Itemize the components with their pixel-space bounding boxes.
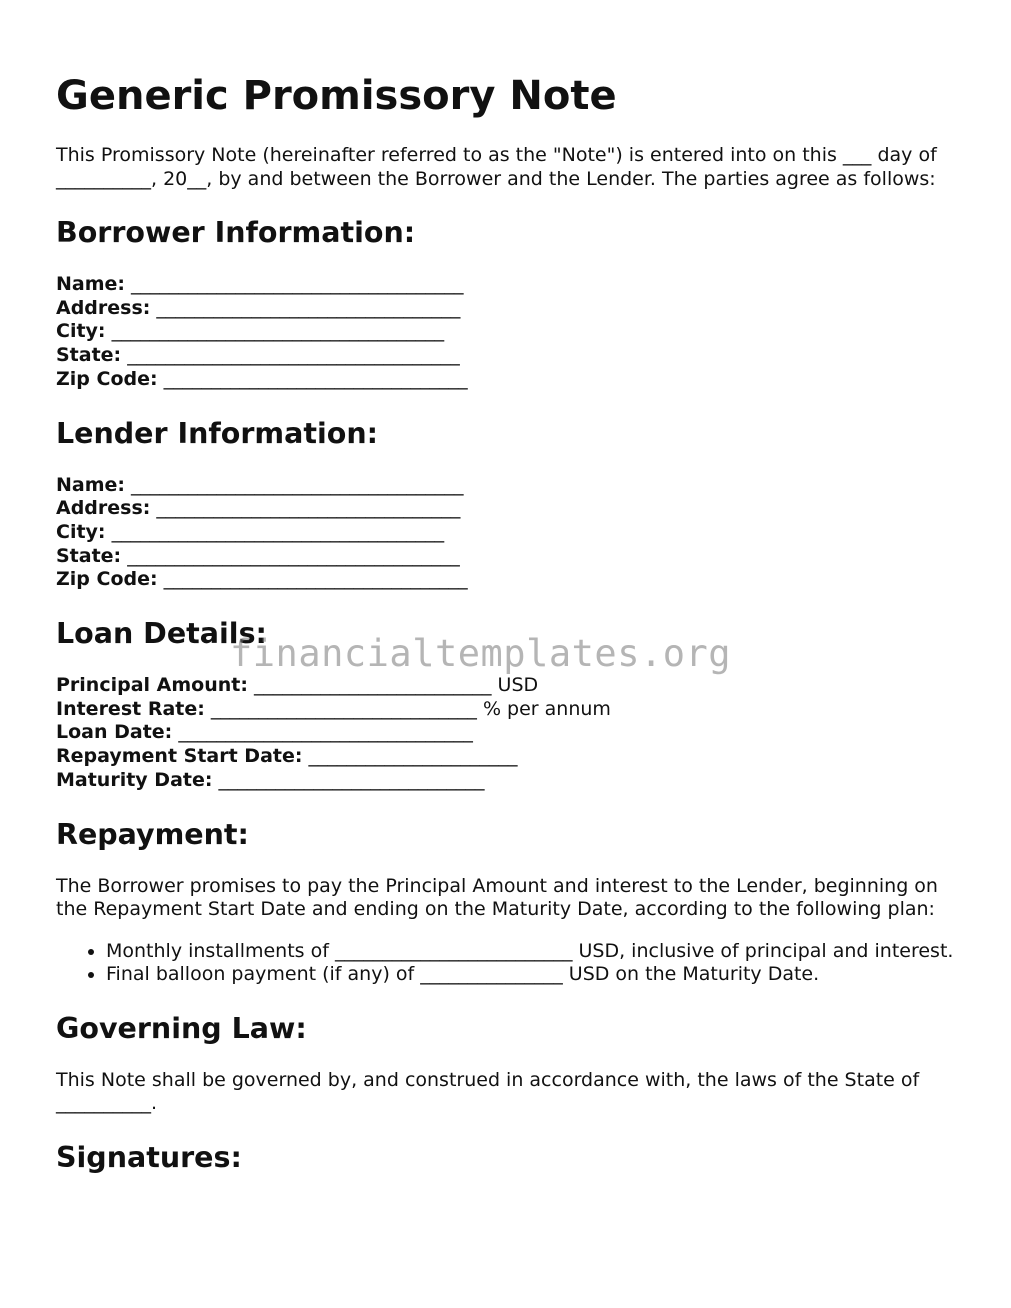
loan-fields xyxy=(56,674,961,793)
field-blank: ________________________________ xyxy=(157,367,468,390)
lender-address-field xyxy=(56,497,961,521)
field-label: Repayment Start Date: xyxy=(56,745,303,768)
borrower-address-field xyxy=(56,297,961,321)
field-blank: ______________________ xyxy=(302,745,518,768)
loan-details-heading: Loan Details: xyxy=(56,617,267,651)
repayment-plan-list xyxy=(56,940,961,987)
interest-rate-field xyxy=(56,698,961,722)
field-blank: _______________________________ xyxy=(172,721,473,744)
loan-date-field xyxy=(56,721,961,745)
intro-paragraph: This Promissory Note (hereinafter referred to as the "Note") is entered into on this ___ day of __________, 20__, by and between the Borrower and the Lender. The parties agree as follows: xyxy=(56,144,937,190)
signatures-heading: Signatures: xyxy=(56,1140,242,1174)
list-item: • Monthly installments of _________________________ USD, inclusive of principal and interest. xyxy=(106,940,961,964)
field-label: Address: xyxy=(56,497,151,520)
principal-amount-field xyxy=(56,674,961,698)
field-label: Interest Rate: xyxy=(56,697,205,720)
field-label: Zip Code: xyxy=(56,568,158,591)
field-label: Name: xyxy=(56,473,126,496)
field-blank: ___________________________________ xyxy=(125,473,464,496)
borrower-heading: Borrower Information: xyxy=(56,216,416,249)
field-blank: ___________________________________ xyxy=(105,520,445,543)
field-blank: ____________________________ % per annum xyxy=(204,697,611,720)
lender-heading: Lender Information: xyxy=(56,416,379,450)
lender-name-field xyxy=(56,474,961,498)
maturity-date-field xyxy=(56,769,961,793)
governing-law-paragraph: This Note shall be governed by, and construed in accordance with, the laws of the State of __________. xyxy=(56,1068,920,1115)
document xyxy=(56,70,961,1176)
lender-zip-field xyxy=(56,568,961,592)
repayment-paragraph: The Borrower promises to pay the Principal Amount and interest to the Lender, beginning on the Repayment Start Date and ending on the Maturity Date, according to the following plan: xyxy=(56,874,938,921)
field-label: State: xyxy=(56,344,122,367)
field-label: Maturity Date: xyxy=(56,768,213,791)
field-blank: ___________________________________ xyxy=(105,320,445,343)
borrower-fields xyxy=(56,273,961,392)
field-label: State: xyxy=(56,544,122,567)
field-label: Loan Date: xyxy=(56,721,173,744)
watermark-text: financialtemplates.org xyxy=(230,632,732,675)
borrower-name-field xyxy=(56,273,961,297)
field-label: City: xyxy=(56,320,106,343)
field-blank: ________________________________ xyxy=(150,497,461,520)
field-blank: ____________________________ xyxy=(212,768,485,791)
borrower-zip-field xyxy=(56,368,961,392)
governing-law-heading: Governing Law: xyxy=(56,1011,307,1045)
list-item: • Final balloon payment (if any) of _______________ USD on the Maturity Date. xyxy=(106,963,961,987)
field-label: City: xyxy=(56,520,106,543)
borrower-city-field xyxy=(56,320,961,344)
field-blank: ___________________________________ xyxy=(125,273,464,295)
repayment-heading: Repayment: xyxy=(56,817,249,851)
field-blank: _________________________ USD xyxy=(247,674,539,697)
field-blank: ___________________________________ xyxy=(121,544,460,567)
field-label: Principal Amount: xyxy=(56,674,248,697)
lender-fields xyxy=(56,474,961,593)
borrower-state-field xyxy=(56,344,961,368)
field-blank: ________________________________ xyxy=(150,296,461,319)
field-label: Name: xyxy=(56,273,126,295)
field-label: Address: xyxy=(56,296,151,319)
document-title: Generic Promissory Note xyxy=(56,73,617,119)
field-blank: ________________________________ xyxy=(157,568,468,591)
field-blank: ___________________________________ xyxy=(121,344,460,367)
repayment-start-date-field xyxy=(56,745,961,769)
lender-city-field xyxy=(56,521,961,545)
lender-state-field xyxy=(56,545,961,569)
field-label: Zip Code: xyxy=(56,367,158,390)
